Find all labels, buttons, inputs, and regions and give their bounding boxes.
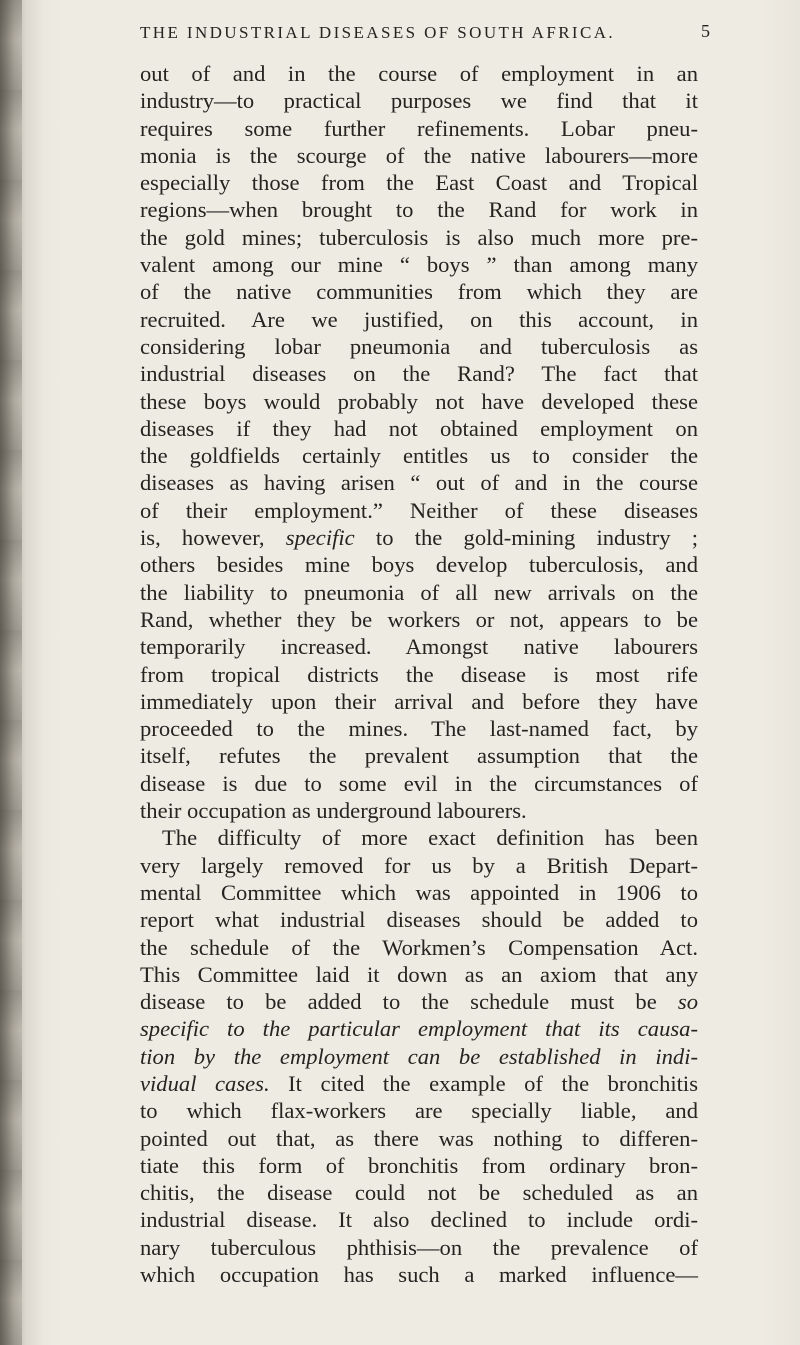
text-line: industrial diseases on the Rand? The fact that [140,361,698,387]
text-line: tiate this form of bronchitis from ordinary bron- [140,1152,698,1178]
text-line: which occupation has such a marked influence— [140,1262,698,1288]
text-line: the liability to pneumonia of all new arrivals on the [140,579,698,605]
text-line: monia is the scourge of the native labourers—more [140,142,698,168]
text-fragment: is, however, [140,525,286,551]
running-title: THE INDUSTRIAL DISEASES OF SOUTH AFRICA. [140,23,616,42]
text-line: industrial disease. It also declined to include ordi- [140,1207,698,1233]
text-line: diseases if they had not obtained employment on [140,415,698,441]
italic-line: tion by the employment can be established in indi- [140,1043,698,1069]
text-line: the goldfields certainly entitles us to consider the [140,443,698,469]
text-line: pointed out that, as there was nothing to differen- [140,1125,698,1151]
italic-emphasis: vidual cases. [140,1070,270,1096]
page-number: 5 [701,21,710,41]
text-line: Rand, whether they be workers or not, appears to be [140,606,698,632]
text-line: nary tuberculous phthisis—on the prevalence of [140,1234,698,1260]
text-line: recruited. Are we justified, on this account, in [140,306,698,332]
text-fragment: to the gold-mining industry ; [354,525,699,551]
text-line: of their employment.” Neither of these diseases [140,497,698,523]
text-line: considering lobar pneumonia and tuberculosis as [140,333,698,359]
text-line: especially those from the East Coast and Tropical [140,170,698,196]
text-line: chitis, the disease could not be scheduled as an [140,1180,698,1206]
text-line: requires some further refinements. Lobar pneu- [140,115,698,141]
text-line: This Committee laid it down as an axiom that any [140,961,698,987]
text-line: itself, refutes the prevalent assumption that the [140,743,698,769]
text-line: to which flax-workers are specially liable, and [140,1098,698,1124]
text-line: temporarily increased. Amongst native labourers [140,634,698,660]
text-line: these boys would probably not have developed these [140,388,698,414]
text-line: immediately upon their arrival and before they have [140,688,698,714]
text-line: disease is due to some evil in the circumstances of [140,770,698,796]
text-line: the gold mines; tuberculosis is also much more pre- [140,224,698,250]
text-line-mixed [140,524,698,551]
text-line: valent among our mine “ boys ” than among many [140,252,698,278]
text-line: mental Committee which was appointed in 1906 to [140,879,698,905]
running-head [140,21,710,45]
paragraph-end-line: their occupation as underground labourers. [140,798,527,824]
text-line: of the native communities from which they are [140,279,698,305]
paragraph-start-line: The difficulty of more exact definition has been [162,825,698,851]
text-fragment: disease to be added to the schedule must be [140,989,678,1015]
text-line: the schedule of the Workmen’s Compensation Act. [140,934,698,960]
text-line-mixed [140,1070,698,1097]
italic-emphasis: so [677,989,698,1015]
text-line: out of and in the course of employment in an [140,61,698,86]
binding-gutter-shadow [0,0,22,1345]
body-text [140,60,698,1288]
text-line: proceeded to the mines. The last-named fact, by [140,716,698,742]
text-line-mixed [140,988,698,1015]
text-line: others besides mine boys develop tuberculosis, and [140,552,698,578]
text-fragment: It cited the example of the bronchitis [269,1070,698,1096]
text-line: industry—to practical purposes we find that it [140,88,698,114]
italic-line: specific to the particular employment that its causa- [140,1016,698,1042]
text-line: very largely removed for us by a British Depart- [140,852,698,878]
text-line: regions—when brought to the Rand for work in [140,197,698,223]
text-line: from tropical districts the disease is most rife [140,661,698,687]
italic-emphasis: specific [285,525,355,551]
text-line: report what industrial diseases should be added to [140,907,698,933]
text-line: diseases as having arisen “ out of and in the course [140,470,698,496]
